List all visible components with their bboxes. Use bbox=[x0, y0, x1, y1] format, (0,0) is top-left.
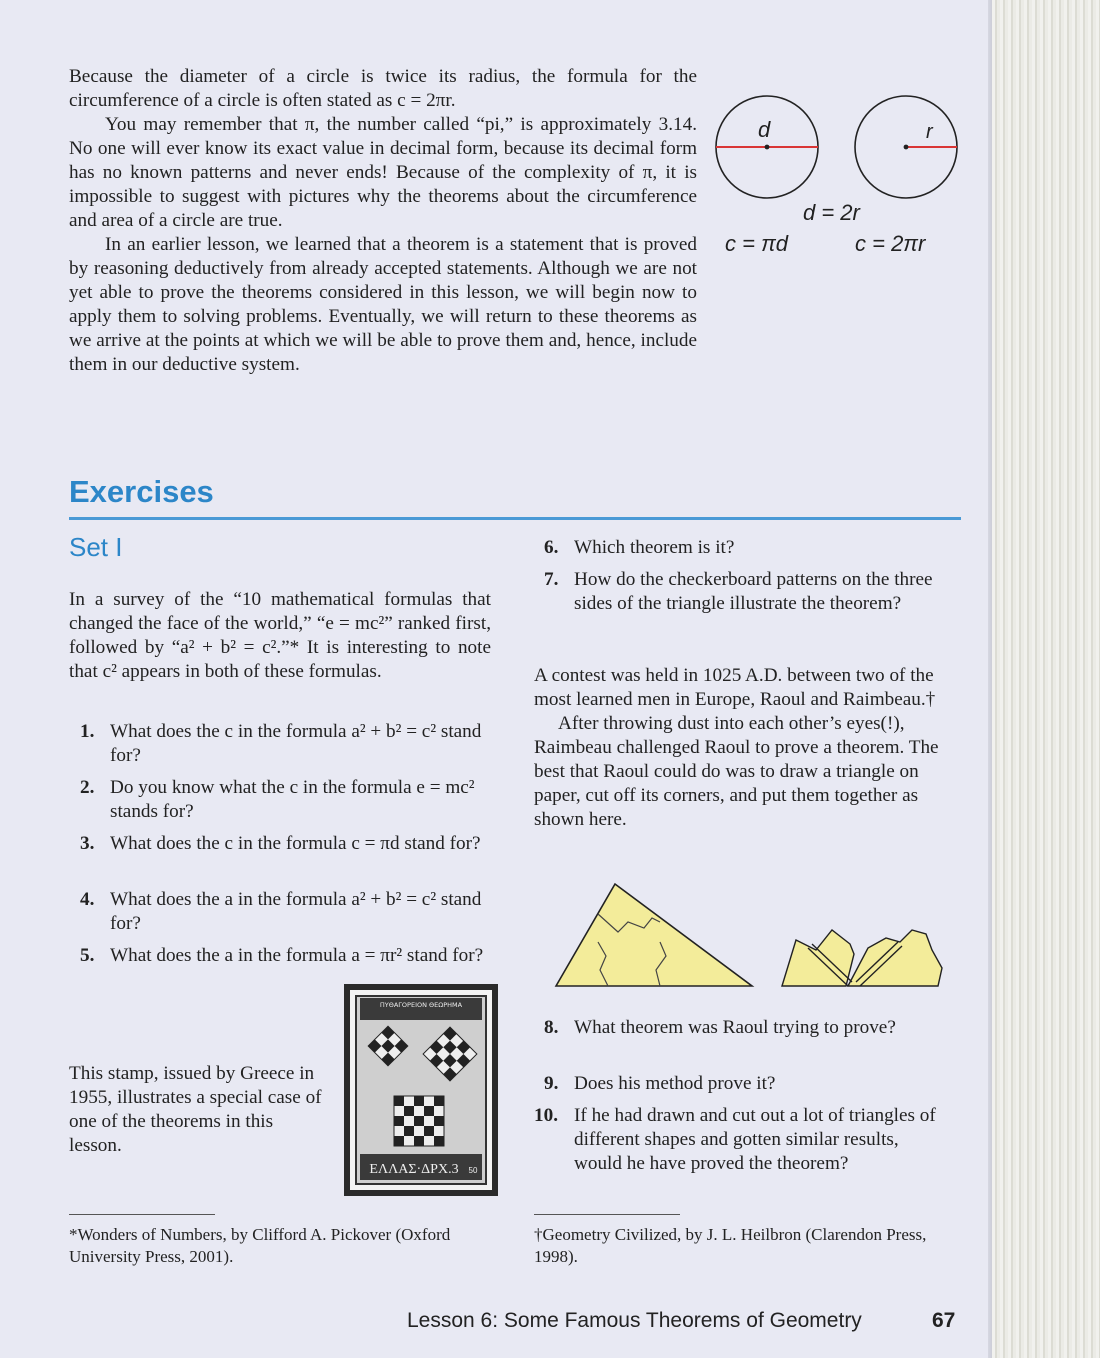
set-title: Set I bbox=[69, 532, 123, 562]
exercise-text: What theorem was Raoul trying to prove? bbox=[574, 1017, 896, 1038]
contest-paragraph-2: After throwing dust into each other’s eyes(!), Raimbeau challenged Raoul to prove a theorem. The best that Raoul could do was to draw a triangle on paper, cut off its corners, and put them together as shown here. bbox=[534, 713, 939, 830]
footnote-rule-right bbox=[534, 1214, 680, 1215]
radius-label: r bbox=[926, 121, 933, 143]
stamp-bottom-square bbox=[394, 1096, 444, 1146]
diameter-equation: d = 2r bbox=[803, 200, 860, 225]
exercise-text: Which theorem is it? bbox=[574, 537, 735, 558]
triangle-angles-diagram bbox=[550, 878, 950, 993]
footnote-left: *Wonders of Numbers, by Clifford A. Pickover (Oxford University Press, 2001). bbox=[69, 1225, 451, 1266]
exercise-4 bbox=[80, 888, 490, 936]
exercise-1 bbox=[80, 720, 490, 768]
stamp-top-text: ΠΥΘΑΓΟΡΕΙΟΝ ΘΕΩΡΗΜΑ bbox=[379, 1001, 463, 1009]
exercise-text: How do the checkerboard patterns on the three sides of the triangle illustrate the theorem? bbox=[574, 569, 933, 614]
exercise-5 bbox=[80, 944, 490, 968]
circumference-equation-r: c = 2πr bbox=[855, 231, 926, 256]
exercise-text: What does the c in the formula c = πd stand for? bbox=[110, 833, 481, 854]
exercise-number: 3. bbox=[80, 833, 95, 854]
exercise-7 bbox=[544, 568, 944, 616]
lesson-footer: Lesson 6: Some Famous Theorems of Geometry bbox=[407, 1309, 862, 1332]
center-dot-2 bbox=[904, 145, 909, 150]
exercise-number: 1. bbox=[80, 721, 95, 742]
stamp-bottom-text: ΕΛΛΑΣ·ΔΡΧ.3 bbox=[369, 1162, 459, 1177]
exercises-heading: Exercises bbox=[69, 474, 214, 509]
exercise-10 bbox=[534, 1104, 944, 1176]
rearranged-angles bbox=[782, 930, 942, 986]
exercise-text: Does his method prove it? bbox=[574, 1073, 776, 1094]
greek-stamp bbox=[344, 984, 498, 1196]
exercise-number: 6. bbox=[544, 537, 559, 558]
contest-paragraph-1: A contest was held in 1025 A.D. between two of the most learned men in Europe, Raoul and Raimbeau.† bbox=[534, 665, 936, 710]
exercise-text: If he had drawn and cut out a lot of triangles of different shapes and gotten similar results, would he have proved the theorem? bbox=[574, 1105, 936, 1174]
exercise-8 bbox=[544, 1016, 944, 1040]
exercise-number: 10. bbox=[534, 1105, 558, 1126]
exercise-text: What does the a in the formula a² + b² = c² stand for? bbox=[110, 889, 482, 934]
book-binding-edge bbox=[992, 0, 1100, 1358]
exercise-3 bbox=[80, 832, 490, 856]
contest-text bbox=[534, 664, 962, 832]
footnote-rule-left bbox=[69, 1214, 215, 1215]
intro-paragraph-3: In an earlier lesson, we learned that a theorem is a statement that is proved by reasoning deductively from already accepted statements. Although we are not yet able to prove the theorems considered in this lesson, we will begin now to apply them to solving problems. Eventually, we will return to these theorems as we arrive at the points at which we will be able to prove them and, hence, include them in our deductive system. bbox=[69, 234, 697, 375]
center-dot-1 bbox=[765, 145, 770, 150]
stamp-caption: This stamp, issued by Greece in 1955, illustrates a special case of one of the theorems in this lesson. bbox=[69, 1063, 322, 1156]
heading-rule bbox=[69, 517, 961, 520]
exercise-text: What does the a in the formula a = πr² stand for? bbox=[110, 945, 484, 966]
whole-triangle bbox=[556, 884, 752, 986]
exercise-number: 4. bbox=[80, 889, 95, 910]
exercise-2 bbox=[80, 776, 490, 824]
diameter-label: d bbox=[758, 117, 771, 142]
survey-intro: In a survey of the “10 mathematical formulas that changed the face of the world,” “e = mc²” ranked first, followed by “a² + b² = c².”* It is interesting to note that c² appears in both of these formulas. bbox=[69, 589, 491, 682]
footnote-right: †Geometry Civilized, by J. L. Heilbron (Clarendon Press, 1998). bbox=[534, 1225, 927, 1266]
stamp-value: 50 bbox=[468, 1166, 478, 1175]
exercise-text: What does the c in the formula a² + b² = c² stand for? bbox=[110, 721, 482, 766]
exercise-6 bbox=[544, 536, 944, 560]
exercise-number: 7. bbox=[544, 569, 559, 590]
intro-text bbox=[69, 65, 697, 377]
intro-paragraph-2: You may remember that π, the number called “pi,” is approximately 3.14. No one will ever know its exact value in decimal form, because its decimal form has no known patterns and never ends! Because of the complexity of π, it is impossible to suggest with pictures why the theorems about the circumference and area of a circle are true. bbox=[69, 114, 697, 231]
exercise-number: 5. bbox=[80, 945, 95, 966]
exercise-text: Do you know what the c in the formula e = mc² stands for? bbox=[110, 777, 475, 822]
exercise-number: 9. bbox=[544, 1073, 559, 1094]
exercise-9 bbox=[544, 1072, 944, 1096]
circumference-equation-d: c = πd bbox=[725, 231, 789, 256]
exercise-number: 8. bbox=[544, 1017, 559, 1038]
intro-paragraph-1: Because the diameter of a circle is twice its radius, the formula for the circumference of a circle is often stated as c = 2πr. bbox=[69, 66, 697, 111]
page-number: 67 bbox=[932, 1309, 956, 1332]
exercise-number: 2. bbox=[80, 777, 95, 798]
